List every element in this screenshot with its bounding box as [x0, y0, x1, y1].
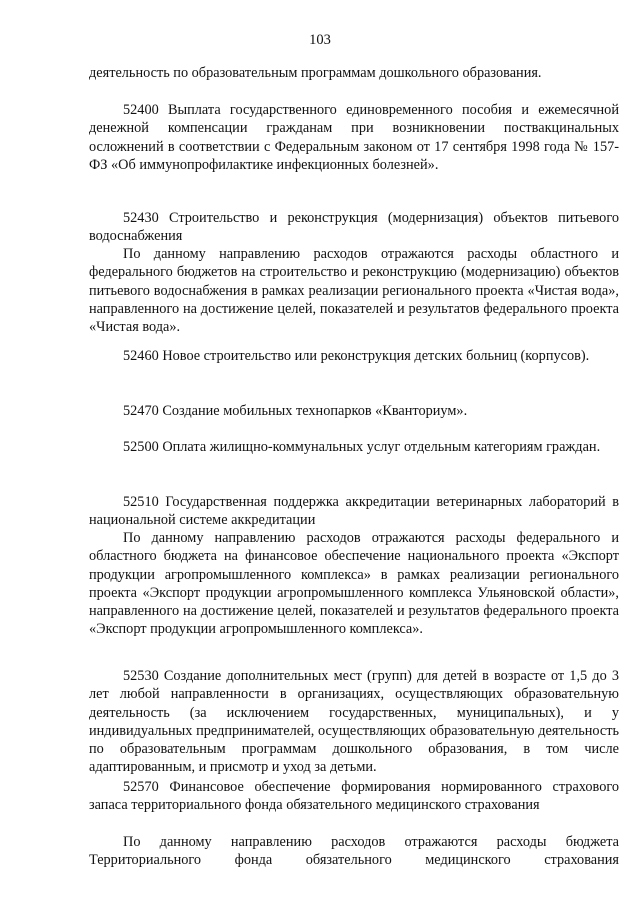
paragraph-52500: 52500 Оплата жилищно-коммунальных услуг отдельным категориям граждан. — [123, 439, 601, 455]
paragraph-52510-description: По данному направлению расходов отражаются расходы федерального и областного бюджета на финансовое обеспечение национального проекта «Экспорт продукции агропромышленного комплекса» в рамках реализации регионального проекта «Экспорт продукции агропромышленного комплекса Ульяновской области», направленного на достижение целей, показателей и результатов федерального проекта «Экспорт продукции агропромышленного комплекса». — [89, 530, 619, 638]
paragraph-52460: 52460 Новое строительство или реконструкция детских больниц (корпусов). — [123, 348, 590, 364]
paragraph-52510: 52510 Государственная поддержка аккредитации ветеринарных лабораторий в национальной системе аккредитации — [89, 494, 619, 529]
paragraph-52470: 52470 Создание мобильных технопарков «Кванториум». — [123, 403, 468, 419]
paragraph-continuation: деятельность по образовательным программам дошкольного образования. — [89, 65, 542, 81]
paragraph-52400: 52400 Выплата государственного единовременного пособия и ежемесячной денежной компенсации гражданам при возникновении поствакцинальных осложнений в соответствии с Федеральным законом от 17 сентября 1998 года № 157-ФЗ «Об иммунопрофилактике инфекционных болезней». — [89, 102, 619, 173]
paragraph-52570: 52570 Финансовое обеспечение формирования нормированного страхового запаса территориального фонда обязательного медицинского страхования — [89, 779, 619, 814]
paragraph-52430-description: По данному направлению расходов отражаются расходы областного и федерального бюджетов на строительство и реконструкцию (модернизацию) объектов питьевого водоснабжения в рамках реализации регионального проекта «Чистая вода», направленного на достижение целей, показателей и результатов федерального проекта «Чистая вода». — [89, 246, 619, 336]
paragraph-52430: 52430 Строительство и реконструкция (модернизация) объектов питьевого водоснабжения — [89, 210, 619, 245]
paragraph-52570-description: По данному направлению расходов отражаются расходы бюджета Территориального фонда обязательного медицинского страхования — [89, 834, 619, 869]
page-number: 103 — [309, 32, 331, 48]
paragraph-52530: 52530 Создание дополнительных мест (групп) для детей в возрасте от 1,5 до 3 лет любой направленности в организациях, осуществляющих образовательную деятельность (за исключением государственных, муниципальных), и у индивидуальных предпринимателей, осуществляющих образовательную деятельность по образовательным программам дошкольного образования, в том числе адаптированным, и присмотр и уход за детьми. — [89, 668, 619, 776]
